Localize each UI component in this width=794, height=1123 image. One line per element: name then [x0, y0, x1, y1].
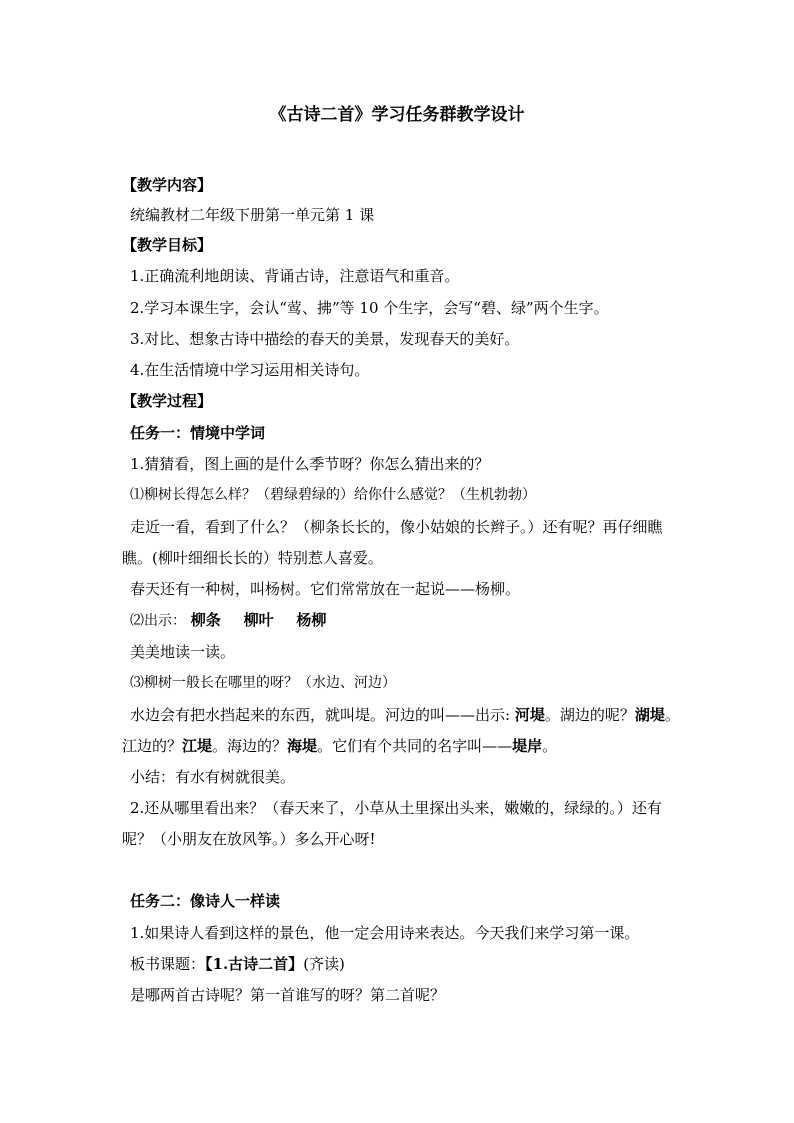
- vocab-word: 杨柳: [296, 611, 327, 629]
- text-span: 。它们有个共同的名字叫——: [317, 737, 513, 755]
- paragraph-line: [130, 700, 720, 730]
- goal-item: 1.正确流利地朗读、背诵古诗，注意语气和重音。: [130, 267, 460, 285]
- question-1: 1.猜猜看，图上画的是什么季节呀？你怎么猜出来的？: [130, 455, 490, 473]
- sub-question-2-prefix: ⑵出示：: [130, 613, 186, 629]
- question-2: 2.还从哪里看出来？（春天来了，小草从土里探出头来，嫩嫩的，绿绿的。）还有: [130, 799, 662, 817]
- text-span: 板书课题：: [130, 955, 206, 973]
- paragraph-line: 是哪两首古诗呢？第一首谁写的呀？第二首呢？: [130, 986, 446, 1004]
- paragraph-line: 春天还有一种树，叫杨树。它们常常放在一起说——杨柳。: [130, 580, 521, 598]
- text-span: 水边会有把水挡起来的东西，就叫堤。河边的叫——出示:: [130, 706, 515, 724]
- paragraph-line: 美美地读一读。: [130, 643, 236, 661]
- task-two-title: 任务二：像诗人一样读: [130, 892, 281, 910]
- sub-question-2: [130, 605, 720, 636]
- content-text: 统编教材二年级下册第一单元第 1 课: [130, 206, 375, 224]
- goal-item: 4.在生活情境中学习运用相关诗句。: [130, 361, 370, 379]
- bold-word: 海堤: [287, 737, 318, 755]
- text-span: 江边的？: [122, 737, 183, 755]
- bold-word: 湖堤: [634, 706, 665, 724]
- text-span: 。: [664, 706, 680, 724]
- goal-item: 2.学习本课生字，会认“莺、拂”等 10 个生字，会写“碧、绿”两个生字。: [130, 299, 609, 317]
- document-title: 《古诗二首》学习任务群教学设计: [269, 105, 525, 125]
- text-span: 。海边的？: [212, 737, 288, 755]
- paragraph-line: 瞧。(柳叶细细长长的）特别惹人喜爱。: [122, 549, 383, 567]
- section-heading-goals: 【教学目标】: [122, 236, 213, 254]
- sub-question-3: ⑶柳树一般长在哪里的呀？（水边、河边）: [130, 675, 396, 691]
- bold-word: 【1.古诗二首】: [205, 955, 304, 973]
- bold-word: 江堤: [182, 737, 213, 755]
- paragraph-line: 呢？（小朋友在放风筝。）多么开心呀!: [122, 830, 376, 848]
- sub-question-1: ⑴柳树长得怎么样？（碧绿碧绿的）给你什么感觉？（生机勃勃）: [130, 487, 536, 503]
- section-heading-process: 【教学过程】: [122, 392, 213, 410]
- text-span: (齐读): [303, 955, 345, 973]
- text-span: 。: [542, 737, 558, 755]
- section-heading-content: 【教学内容】: [122, 176, 213, 194]
- task-one-title: 任务一：情境中学词: [130, 424, 266, 442]
- summary-line: 小结：有水有树就很美。: [130, 768, 296, 786]
- paragraph-line: 1.如果诗人看到这样的景色，他一定会用诗来表达。今天我们来学习第一课。: [130, 924, 640, 942]
- goal-item: 3.对比、想象古诗中描绘的春天的美景，发现春天的美好。: [130, 330, 520, 348]
- bold-word: 堤岸: [512, 737, 543, 755]
- board-title-line: [130, 949, 720, 979]
- text-span: 。湖边的呢？: [544, 706, 635, 724]
- vocab-word: 柳条: [190, 611, 221, 629]
- paragraph-line: 走近一看，看到了什么？（柳条长长的，像小姑娘的长辫子。）还有呢？再仔细瞧: [130, 518, 663, 536]
- vocab-word: 柳叶: [243, 611, 274, 629]
- paragraph-line: [122, 731, 712, 761]
- bold-word: 河堤: [514, 706, 545, 724]
